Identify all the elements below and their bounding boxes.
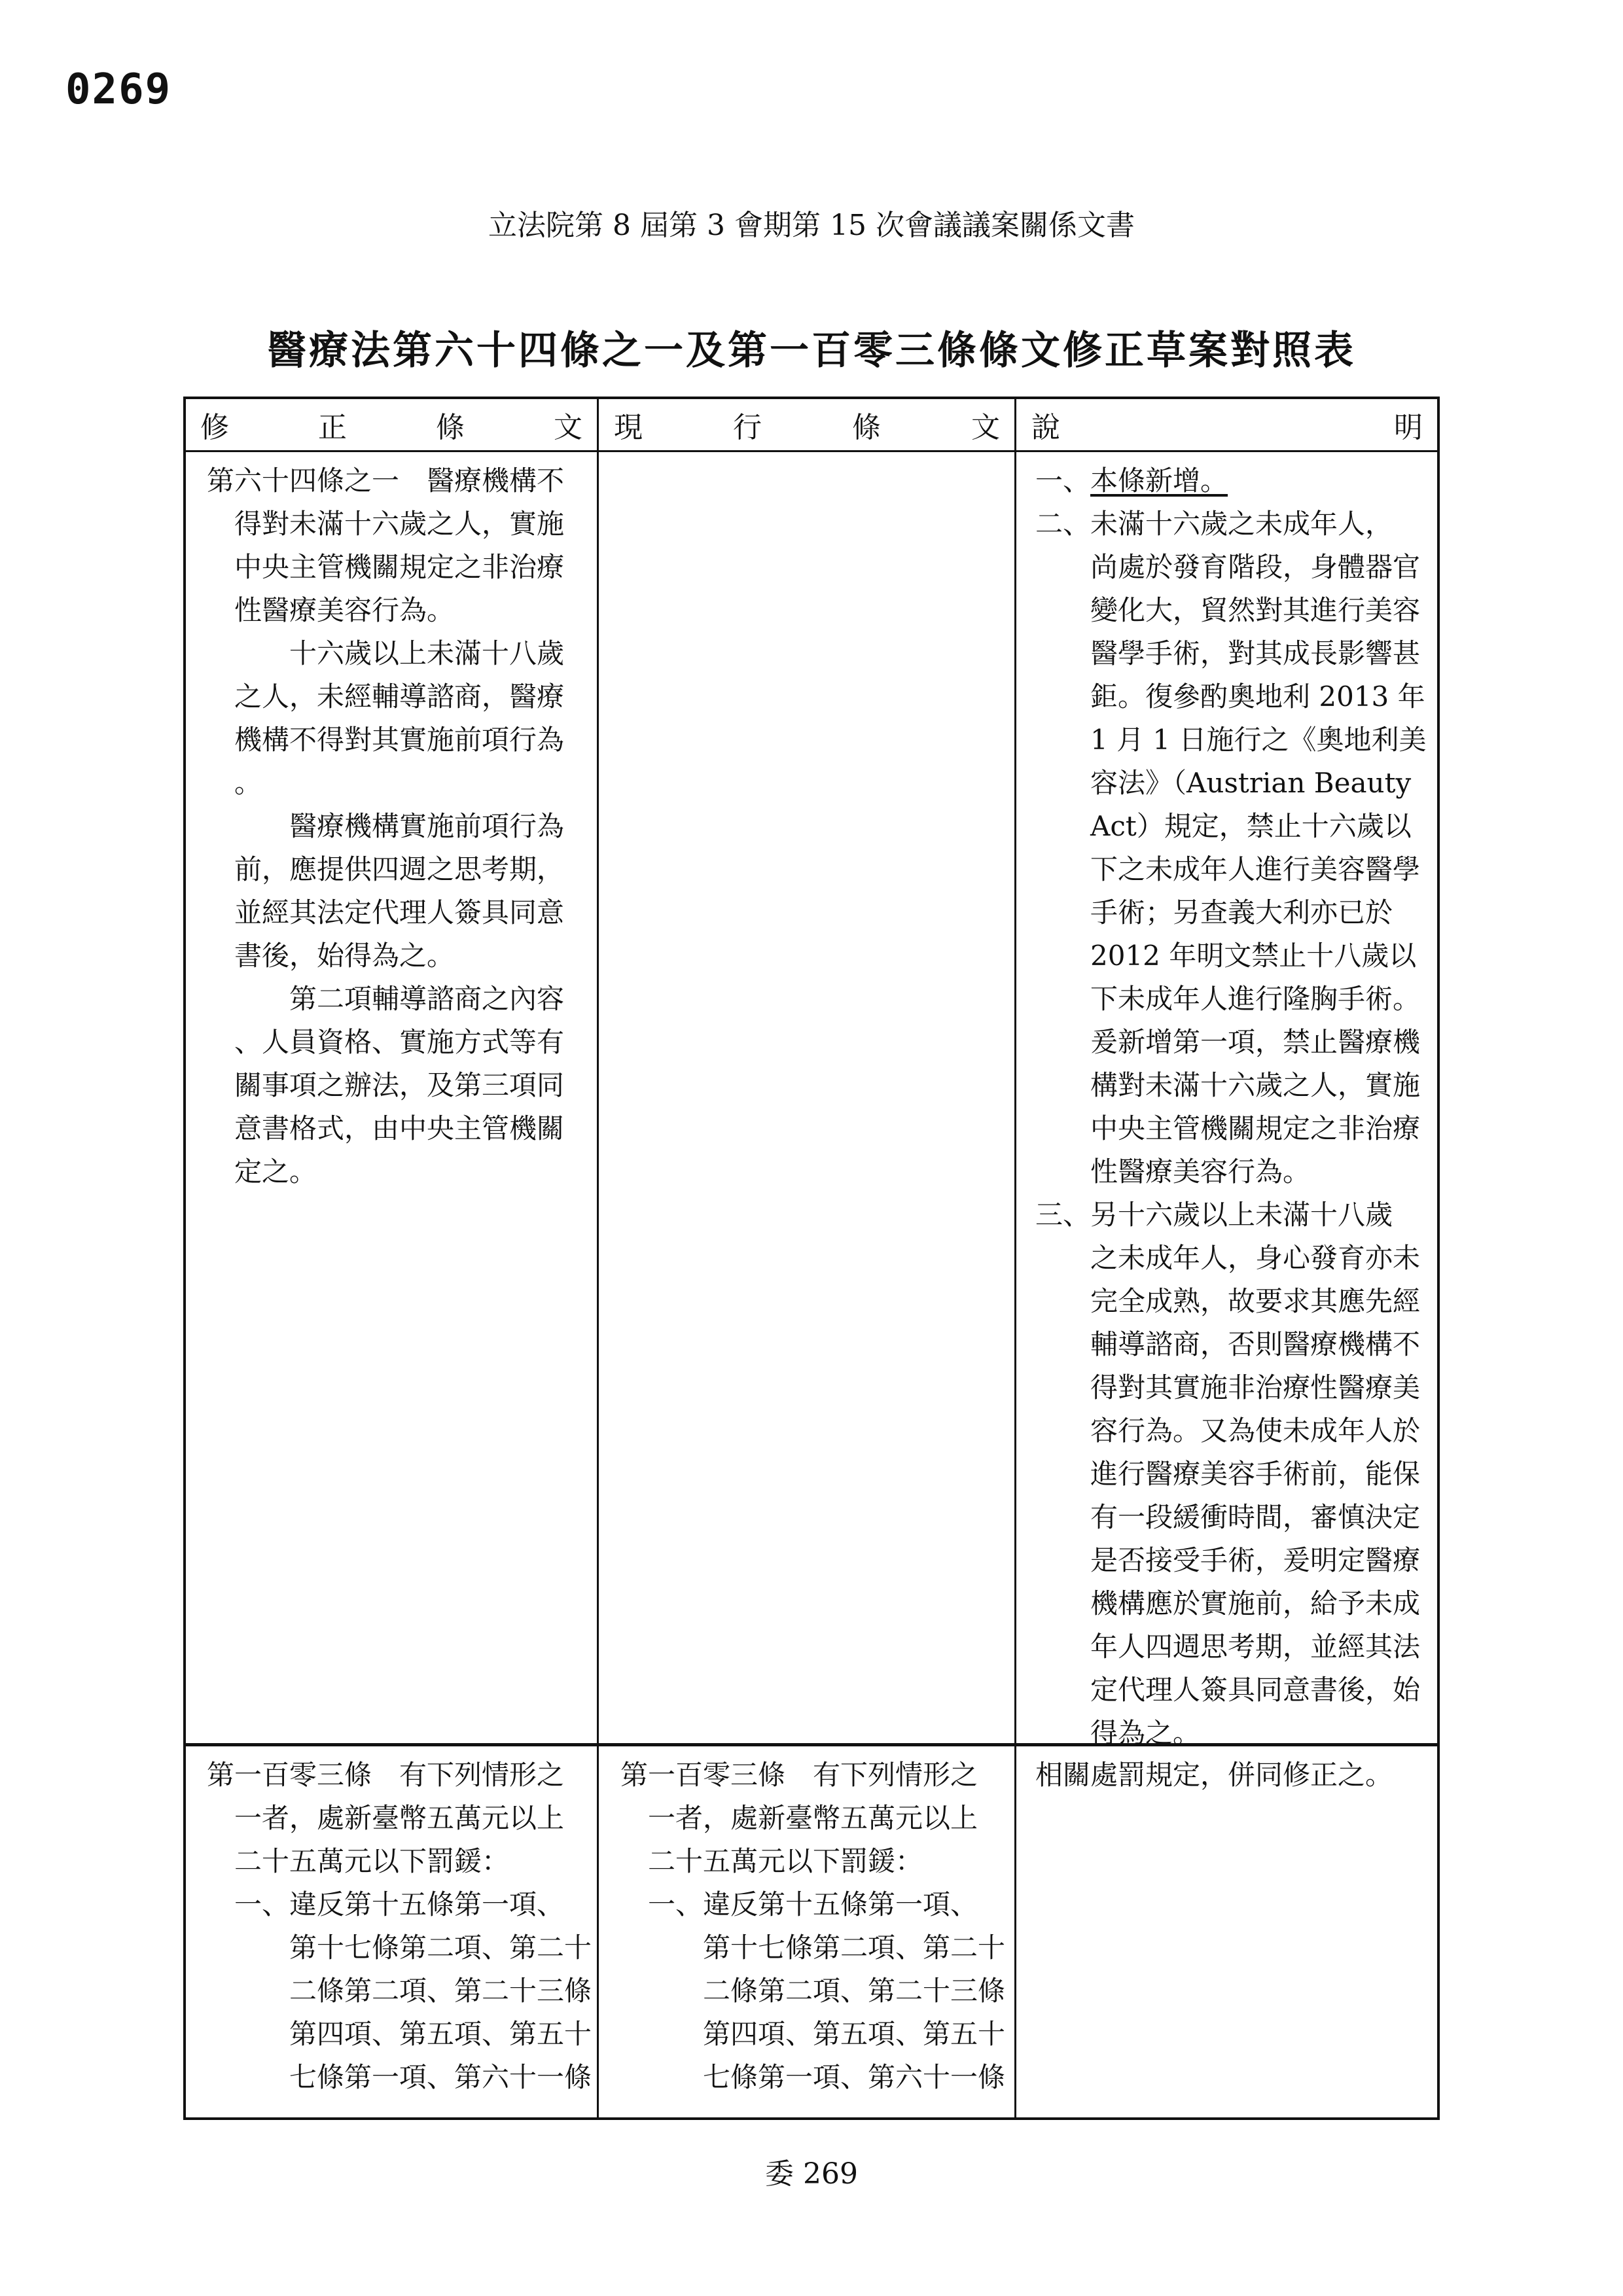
underlined-text: 本條新增。 xyxy=(1090,465,1228,497)
text-line: 一者，處新臺幣五萬元以上 xyxy=(648,1802,978,1834)
header-char: 明 xyxy=(1394,411,1423,444)
text-line: 中央主管機關規定之非治療 xyxy=(234,551,565,583)
text-line: 變化大，貿然對其進行美容 xyxy=(1090,594,1421,626)
text-line: 下未成年人進行隆胸手術。 xyxy=(1090,983,1421,1015)
text-line: 二、未滿十六歲之未成年人， xyxy=(1035,508,1393,540)
text-line: 進行醫療美容手術前，能保 xyxy=(1090,1458,1421,1490)
text-line: 之人，未經輔導諮商，醫療 xyxy=(234,680,565,713)
text-line: 前，應提供四週之思考期， xyxy=(234,853,565,885)
text-line: 十六歲以上未滿十八歲 xyxy=(289,637,565,669)
header-char: 文 xyxy=(554,411,582,444)
text-line: 第四項、第五項、第五十 xyxy=(703,2018,1006,2050)
text-line: 機構不得對其實施前項行為 xyxy=(234,724,565,756)
document-header: 立法院第 8 屆第 3 會期第 15 次會議議案關係文書 xyxy=(488,209,1135,242)
text-line: 定代理人簽具同意書後，始 xyxy=(1090,1674,1421,1706)
text-line: 是否接受手術，爰明定醫療 xyxy=(1090,1544,1421,1576)
text-line: 二條第二項、第二十三條 xyxy=(703,1975,1006,2007)
text-line: 七條第一項、第六十一條 xyxy=(703,2061,1006,2093)
row2-amended-text xyxy=(207,1754,593,2099)
text-line: 第四項、第五項、第五十 xyxy=(289,2018,592,2050)
text-line: 第一百零三條 有下列情形之 xyxy=(207,1759,565,1791)
text-line: 機構應於實施前，給予未成 xyxy=(1090,1587,1421,1619)
text-line: 年人四週思考期，並經其法 xyxy=(1090,1631,1421,1663)
text-line: 2012 年明文禁止十八歲以 xyxy=(1090,940,1417,972)
header-char: 說 xyxy=(1031,411,1060,444)
text-line: 完全成熟，故要求其應先經 xyxy=(1090,1285,1421,1317)
header-char: 修 xyxy=(200,411,229,444)
row1-amended-text xyxy=(207,459,593,1193)
text-line: 之未成年人，身心發育亦未 xyxy=(1090,1242,1421,1274)
text-line: 相關處罰規定，併同修正之。 xyxy=(1035,1759,1393,1791)
text-line: 性醫療美容行為。 xyxy=(234,594,455,626)
text-line: 書後，始得為之。 xyxy=(234,940,455,972)
header-char: 條 xyxy=(852,411,881,444)
text-line: 得對其實施非治療性醫療美 xyxy=(1090,1371,1421,1404)
text-line: 第六十四條之一 醫療機構不 xyxy=(207,465,565,497)
text-line: 醫療機構實施前項行為 xyxy=(289,810,565,842)
text-line: 一、違反第十五條第一項、 xyxy=(234,1888,565,1920)
row2-explanation-text xyxy=(1035,1754,1435,1797)
page-stamp: 0269 xyxy=(65,65,172,114)
text-line: 1 月 1 日施行之《奧地利美 xyxy=(1090,724,1427,756)
text-line: 並經其法定代理人簽具同意 xyxy=(234,896,565,928)
text-line: 第十七條第二項、第二十 xyxy=(703,1932,1006,1964)
text-line: 得對未滿十六歲之人，實施 xyxy=(234,508,565,540)
document-title: 醫療法第六十四條之一及第一百零三條條文修正草案對照表 xyxy=(267,328,1356,374)
header-char: 現 xyxy=(614,411,643,444)
header-char: 行 xyxy=(733,411,762,444)
text-line: 一、本條新增。 xyxy=(1035,465,1228,497)
column-divider xyxy=(597,399,599,2117)
header-divider xyxy=(186,450,1437,452)
text-line: 、人員資格、實施方式等有 xyxy=(234,1026,565,1058)
text-line: 鉅。復參酌奧地利 2013 年 xyxy=(1090,680,1425,713)
text-line: 第二項輔導諮商之內容 xyxy=(289,983,565,1015)
text-line: 三、另十六歲以上未滿十八歲 xyxy=(1035,1199,1393,1231)
text-line: 關事項之辦法，及第三項同 xyxy=(234,1069,565,1101)
text-line: 二十五萬元以下罰鍰： xyxy=(234,1845,510,1877)
column-header-current xyxy=(599,399,1014,450)
text-line: Act）規定，禁止十六歲以 xyxy=(1090,810,1412,842)
text-line: 得為之。 xyxy=(1090,1717,1201,1749)
column-header-explanation xyxy=(1017,399,1437,450)
text-line: 一者，處新臺幣五萬元以上 xyxy=(234,1802,565,1834)
header-char: 文 xyxy=(971,411,1000,444)
text-line: 定之。 xyxy=(234,1156,317,1188)
text-line: 手術；另查義大利亦已於 xyxy=(1090,896,1393,928)
header-char: 條 xyxy=(436,411,465,444)
text-line: 七條第一項、第六十一條 xyxy=(289,2061,592,2093)
text-line: 二條第二項、第二十三條 xyxy=(289,1975,592,2007)
text-line: 尚處於發育階段，身體器官 xyxy=(1090,551,1421,583)
text-line: 構對未滿十六歲之人，實施 xyxy=(1090,1069,1421,1101)
text-line: 下之未成年人進行美容醫學 xyxy=(1090,853,1421,885)
comparison-table xyxy=(183,397,1440,2120)
text-line: 爰新增第一項，禁止醫療機 xyxy=(1090,1026,1421,1058)
row1-explanation-text xyxy=(1035,459,1435,1755)
text-line: 輔導諮商，否則醫療機構不 xyxy=(1090,1328,1421,1360)
text-line: 容法》（Austrian Beauty xyxy=(1090,767,1412,799)
row2-current-text xyxy=(620,1754,1012,2099)
text-line: 意書格式，由中央主管機關 xyxy=(234,1112,565,1144)
page-footer: 委 269 xyxy=(765,2157,858,2191)
text-line: 第十七條第二項、第二十 xyxy=(289,1932,592,1964)
column-divider xyxy=(1014,399,1016,2117)
text-line: 一、違反第十五條第一項、 xyxy=(648,1888,978,1920)
text-line: 有一段緩衝時間，審慎決定 xyxy=(1090,1501,1421,1533)
text-line: 中央主管機關規定之非治療 xyxy=(1090,1112,1421,1144)
text-line: 二十五萬元以下罰鍰： xyxy=(648,1845,923,1877)
header-char: 正 xyxy=(318,411,347,444)
text-line: 。 xyxy=(234,767,262,799)
column-header-amended xyxy=(186,399,597,450)
text-line: 醫學手術，對其成長影響甚 xyxy=(1090,637,1421,669)
text-line: 第一百零三條 有下列情形之 xyxy=(620,1759,978,1791)
text-line: 性醫療美容行為。 xyxy=(1090,1156,1311,1188)
text-line: 容行為。又為使未成年人於 xyxy=(1090,1415,1421,1447)
